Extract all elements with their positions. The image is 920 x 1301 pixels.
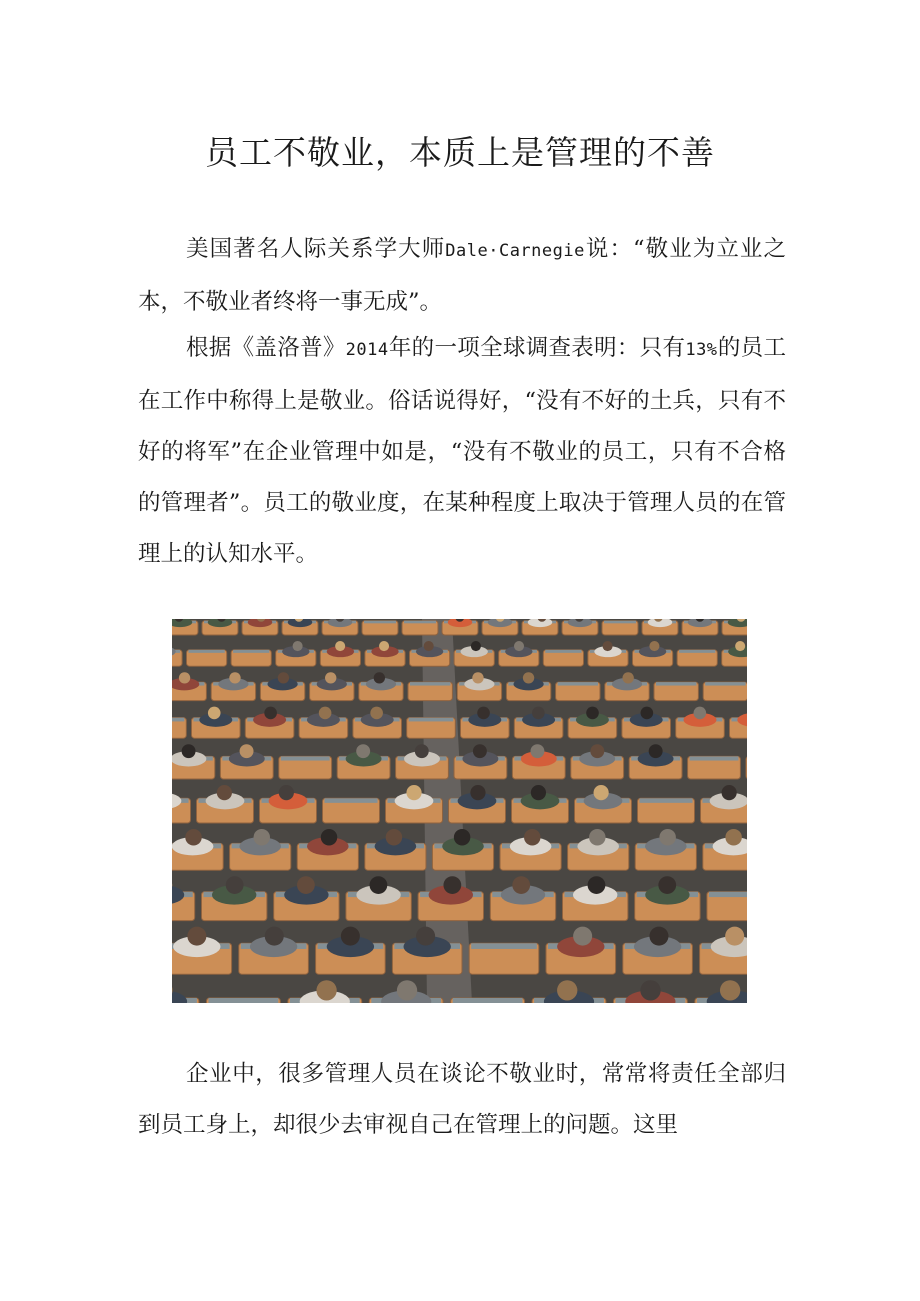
paragraph-carnegie-quote: [138, 224, 786, 328]
engagement-percent: 13%: [685, 340, 718, 360]
paragraph-text: 年的一项全球调查表明：只有: [388, 335, 686, 361]
paragraph-text: 的员工在工作中称得上是敬业。俗话说得好，“没有不好的土兵，只有不好的将军”在企业管理中如是，“没有不敬业的员工，只有不合格的管理者”。员工的敬业度，在某种程度上取决于管理人员的在管理上的认知水平。: [138, 335, 786, 567]
survey-year: 2014: [345, 340, 389, 360]
person-name: Dale·Carnegie: [445, 241, 585, 261]
lecture-hall-audience-icon: [172, 619, 747, 1003]
paragraph-text: 美国著名人际关系学大师: [186, 236, 446, 262]
paragraph-manager-blame: 企业中，很多管理人员在谈论不敬业时，常常将责任全部归到员工身上，却很少去审视自己在管理上的问题。这里: [138, 1061, 786, 1138]
paragraph-text: 说：“敬业为立业之本，不敬业者终将一事无成”。: [138, 236, 786, 315]
document-title: 员工不敬业，本质上是管理的不善: [205, 133, 715, 172]
photo-overlay: [172, 619, 747, 1003]
lecture-hall-audience-photo: [172, 619, 747, 1003]
paragraph-gallup-survey: [138, 323, 786, 580]
paragraph-text: 根据《盖洛普》: [186, 335, 346, 361]
